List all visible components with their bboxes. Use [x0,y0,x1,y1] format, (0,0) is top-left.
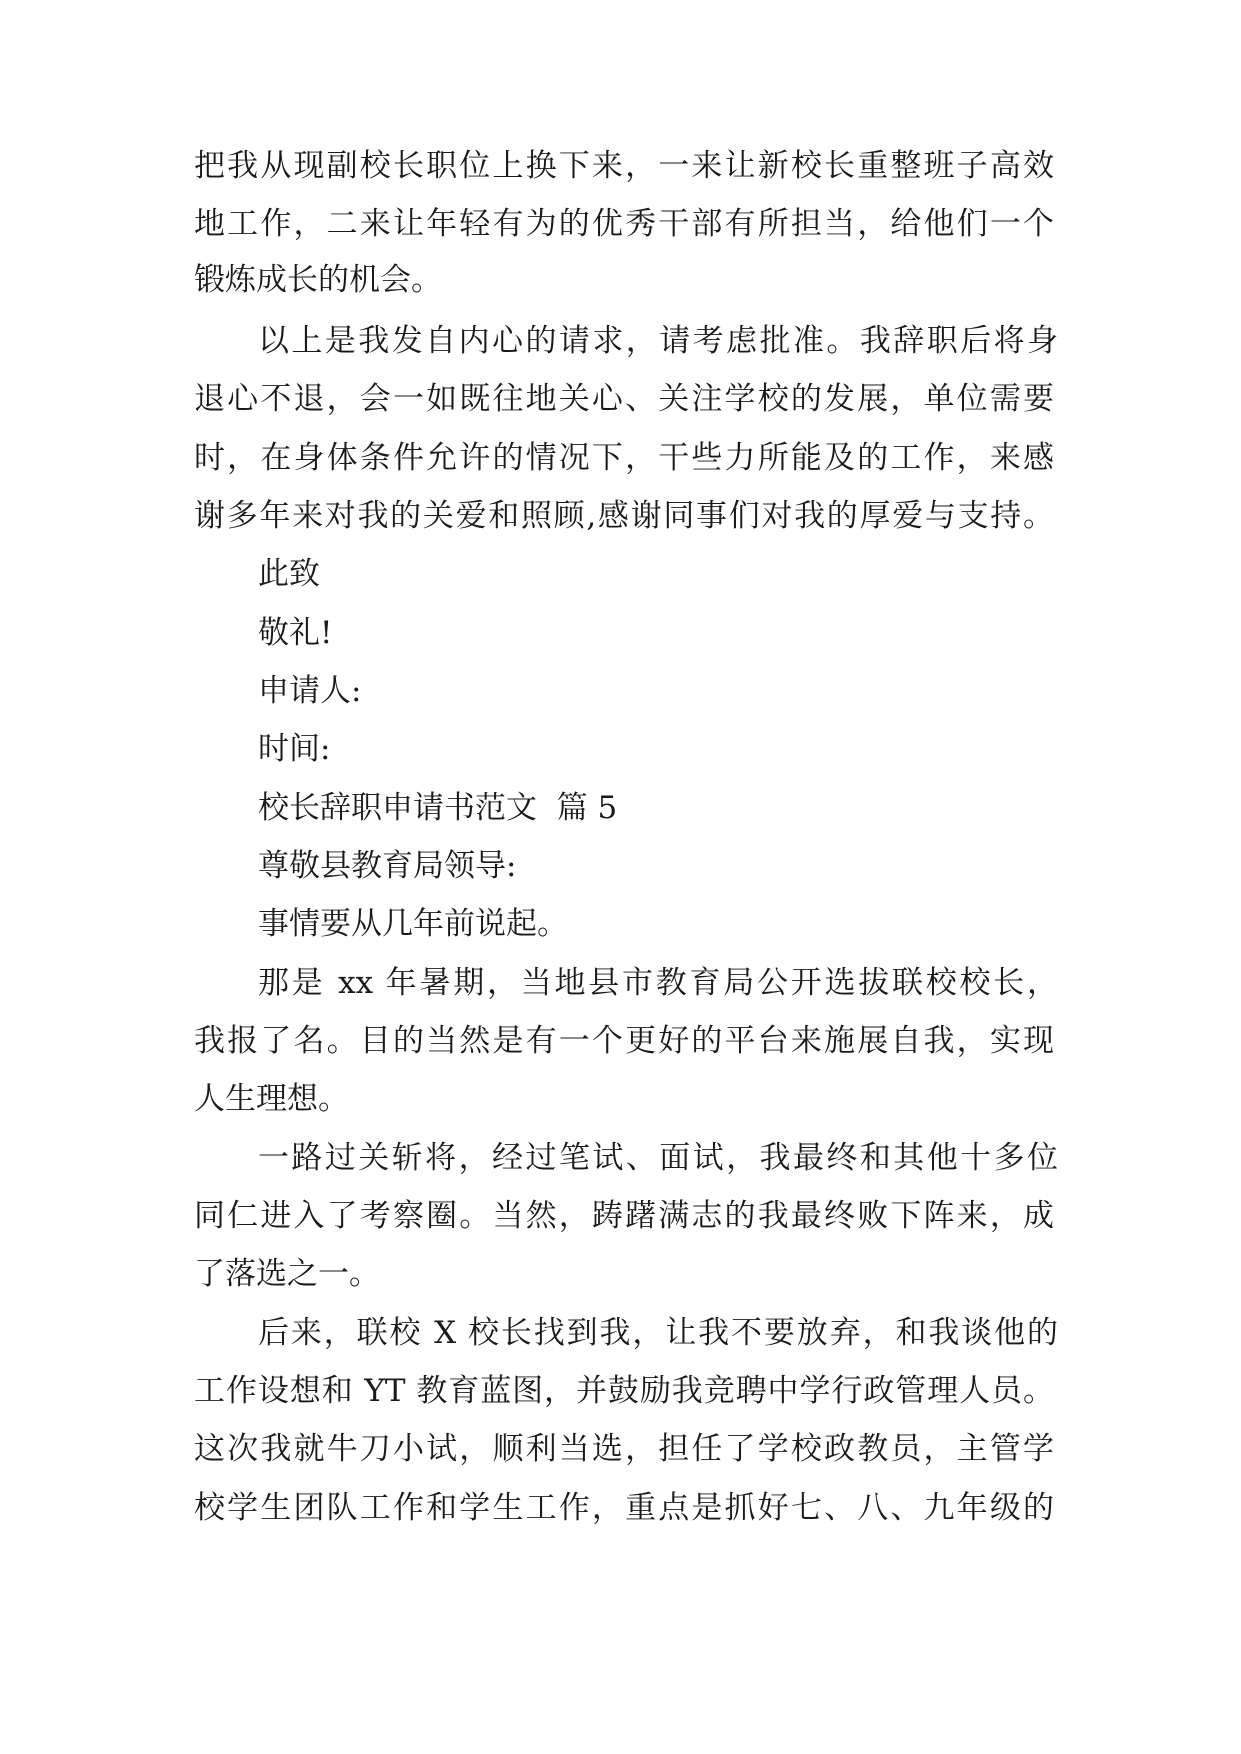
body-text-line: 谢多年来对我的关爱和照顾,感谢同事们对我的厚爱与支持。 [194,498,1054,534]
section-heading: 校长辞职申请书范文 篇 5 [258,790,618,826]
closing-regards: 敬礼! [258,615,333,651]
body-text-line: 这次我就牛刀小试，顺利当选，担任了学校政教员，主管学 [194,1431,1054,1467]
body-text-line: 那是 xx 年暑期，当地县市教育局公开选拔联校校长， [258,965,1058,1001]
body-text-line: 后来，联校 X 校长找到我，让我不要放弃，和我谈他的 [258,1315,1058,1351]
body-text-line: 时，在身体条件允许的情况下，干些力所能及的工作，来感 [194,440,1054,476]
body-text-line: 同仁进入了考察圈。当然，踌躇满志的我最终败下阵来，成 [194,1198,1054,1234]
body-text-line: 工作设想和 YT 教育蓝图，并鼓励我竞聘中学行政管理人员。 [194,1373,1054,1409]
body-text-line: 了落选之一。 [194,1256,380,1292]
body-text-line: 一路过关斩将，经过笔试、面试，我最终和其他十多位 [258,1140,1058,1176]
body-text-line: 退心不退，会一如既往地关心、关注学校的发展，单位需要 [194,381,1054,417]
body-text-line: 以上是我发自内心的请求，请考虑批准。我辞职后将身 [258,323,1058,359]
letter-greeting: 尊敬县教育局领导: [258,848,517,884]
date-label: 时间: [258,731,331,767]
body-text-line: 事情要从几年前说起。 [258,906,568,942]
closing-salutation: 此致 [258,556,320,592]
body-text-line: 我报了名。目的当然是有一个更好的平台来施展自我，实现 [194,1023,1054,1059]
applicant-label: 申请人: [258,673,362,709]
body-text-line: 把我从现副校长职位上换下来，一来让新校长重整班子高效 [194,148,1054,184]
body-text-line: 锻炼成长的机会。 [194,262,442,298]
body-text-line: 校学生团队工作和学生工作，重点是抓好七、八、九年级的 [194,1490,1054,1526]
body-text-line: 地工作，二来让年轻有为的优秀干部有所担当，给他们一个 [194,206,1054,242]
body-text-line: 人生理想。 [194,1081,349,1117]
